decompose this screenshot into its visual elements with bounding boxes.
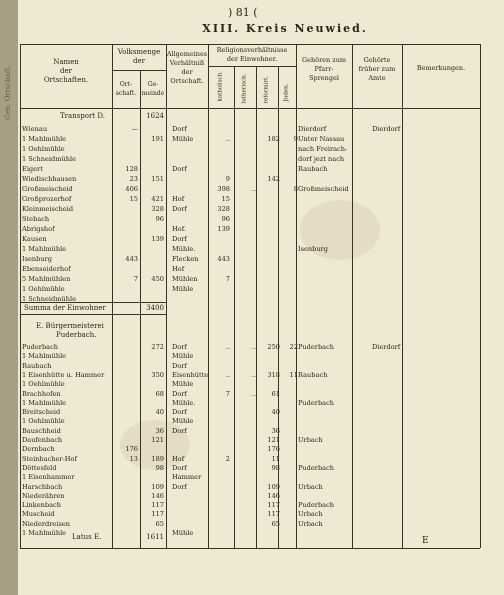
catholic-count: .. bbox=[225, 343, 230, 351]
header-sub-rule bbox=[208, 66, 296, 67]
reformed-count: 121 bbox=[267, 436, 280, 444]
settlement-type: Dorf bbox=[172, 482, 187, 491]
table-row bbox=[20, 154, 470, 164]
bleed-through-text: Gen. Ortschaft. bbox=[4, 65, 12, 120]
place-name: 1 Oehlmühle bbox=[22, 380, 65, 389]
catholic-count: .. bbox=[225, 135, 230, 143]
jewish-count: 22 bbox=[289, 343, 298, 351]
parish-name: Puderbach bbox=[298, 398, 335, 407]
population-community: 272 bbox=[151, 343, 164, 351]
parish-name: Urbach bbox=[298, 510, 323, 519]
settlement-type: Hof bbox=[172, 265, 185, 273]
table-row bbox=[20, 194, 470, 204]
parish-name: Raubach bbox=[298, 370, 328, 379]
table-bottom-rule bbox=[20, 548, 480, 549]
place-name: Harschbach bbox=[22, 482, 63, 491]
place-name: Steinbacher-Hof bbox=[22, 454, 77, 463]
settlement-type: Mühlen bbox=[172, 275, 198, 283]
section-b-subtitle: Puderbach. bbox=[56, 331, 97, 339]
place-name: Brachhofen bbox=[22, 389, 61, 398]
place-name: Puderbach bbox=[22, 343, 59, 351]
population-community: 96 bbox=[155, 215, 164, 223]
place-name: Daufenbach bbox=[22, 436, 63, 444]
population-community: 189 bbox=[151, 454, 164, 463]
place-name: Dernbach bbox=[22, 445, 55, 454]
place-name: 1 Oehlmühle bbox=[22, 285, 65, 293]
reformed-count: 61 bbox=[271, 389, 280, 398]
place-name: 1 Oehlmühle bbox=[22, 417, 65, 426]
table-row bbox=[20, 164, 470, 174]
population-community: 146 bbox=[151, 491, 164, 500]
settlement-type: Mühle bbox=[172, 380, 194, 389]
place-name: 5 Mahlmühlen bbox=[22, 275, 71, 283]
settlement-type: Dorf bbox=[172, 426, 187, 435]
header-formerly: Gehörte früher zum Amte bbox=[358, 56, 396, 82]
population-community: 65 bbox=[155, 519, 164, 528]
place-name: Döttesfeld bbox=[22, 463, 57, 472]
reformed-count: 117 bbox=[267, 510, 280, 519]
population-place: 443 bbox=[125, 255, 138, 263]
table-row bbox=[20, 124, 470, 134]
parish-name: Unter Nassau bbox=[298, 135, 345, 143]
population-place: 128 bbox=[125, 165, 138, 173]
transport-label: Transport D. bbox=[60, 112, 105, 120]
population-community: 121 bbox=[151, 436, 164, 444]
reformed-count: 40 bbox=[271, 408, 280, 417]
reformed-count: 146 bbox=[267, 491, 280, 500]
settlement-type: Mühle bbox=[172, 135, 194, 143]
catholic-count: 2 bbox=[225, 454, 230, 463]
place-name: Niederähren bbox=[22, 491, 65, 500]
place-name: Isenburg bbox=[22, 255, 52, 263]
table-row bbox=[20, 254, 470, 264]
place-name: Niederdreisen bbox=[22, 519, 70, 528]
settlement-type: Hof bbox=[172, 454, 185, 463]
settlement-type: Mühle bbox=[172, 417, 194, 426]
catholic-count: 398 bbox=[217, 185, 230, 193]
settlement-type: Hammer bbox=[172, 473, 202, 482]
catholic-count: 15 bbox=[221, 195, 230, 203]
parish-name: Puderbach bbox=[298, 463, 335, 472]
place-name: 1 Oehlmühle bbox=[22, 145, 65, 153]
header-bottom-rule bbox=[20, 108, 480, 109]
parish-name: Großmeischeid bbox=[298, 185, 349, 193]
population-community: 151 bbox=[151, 175, 164, 183]
place-name: Eigert bbox=[22, 165, 43, 173]
place-name: 1 Schneidmühle bbox=[22, 155, 76, 163]
place-name: Abrigshof bbox=[22, 225, 55, 233]
catholic-count: 96 bbox=[221, 215, 230, 223]
population-place: — bbox=[131, 125, 138, 133]
header-general: Allgemeines Verhältniß der Ortschaft. bbox=[166, 50, 208, 85]
reformed-count: 117 bbox=[267, 501, 280, 510]
settlement-type: Dorf bbox=[172, 463, 187, 472]
table-row bbox=[20, 134, 470, 144]
population-place: 15 bbox=[129, 195, 138, 203]
table-row bbox=[20, 184, 470, 194]
header-parish: Gehören zum Pfarr- Sprengel bbox=[301, 56, 347, 82]
population-community: 117 bbox=[151, 510, 164, 519]
table-row bbox=[20, 244, 470, 254]
settlement-type: Dorf bbox=[172, 125, 187, 133]
settlement-type: Dorf bbox=[172, 235, 187, 243]
lutheran-count: .. bbox=[251, 343, 256, 351]
place-name: Ebenseiderhof bbox=[22, 265, 71, 273]
population-community: 117 bbox=[151, 501, 164, 510]
summary-top-rule bbox=[20, 302, 166, 303]
settlement-type: Mühle bbox=[172, 352, 194, 361]
table-row bbox=[20, 234, 470, 244]
place-name: 1 Mahlmühle bbox=[22, 398, 67, 407]
column-rule bbox=[480, 44, 481, 548]
settlement-type: Flecken bbox=[172, 255, 199, 263]
table-row bbox=[20, 204, 470, 214]
settlement-type: Dorf bbox=[172, 361, 187, 370]
reformed-count: 65 bbox=[271, 519, 280, 528]
catholic-count: 7 bbox=[225, 275, 230, 283]
header-names: Namen der Ortschaften. bbox=[43, 58, 89, 84]
table-row bbox=[20, 214, 470, 224]
latus-label: Latus E. bbox=[72, 533, 102, 541]
transport-value: 1624 bbox=[146, 112, 164, 120]
parish-name: Urbach bbox=[298, 519, 323, 528]
population-place: 406 bbox=[125, 185, 138, 193]
parish-name: Urbach bbox=[298, 436, 323, 444]
reformed-count: 176 bbox=[267, 445, 280, 454]
settlement-type: Dorf bbox=[172, 205, 187, 213]
population-community: 109 bbox=[151, 482, 164, 491]
population-community: 450 bbox=[151, 275, 164, 283]
parish-name: Puderbach bbox=[298, 501, 335, 510]
reformed-count: 250 bbox=[267, 343, 280, 351]
parish-name: Isenburg bbox=[298, 245, 328, 253]
population-community: 139 bbox=[151, 235, 164, 243]
population-community: 68 bbox=[155, 389, 164, 398]
place-name: 1 Schneidmühle bbox=[22, 295, 76, 303]
reformed-count: 36 bbox=[271, 426, 280, 435]
population-community: 98 bbox=[155, 463, 164, 472]
catholic-count: .. bbox=[225, 370, 230, 379]
settlement-type: Mühle. bbox=[172, 245, 196, 253]
settlement-type: Dorf bbox=[172, 389, 187, 398]
place-name: Kausen bbox=[22, 235, 47, 243]
reformed-count: 318 bbox=[267, 370, 280, 379]
place-name: Wiedischhausen bbox=[22, 175, 77, 183]
population-place: 13 bbox=[129, 454, 138, 463]
table-row bbox=[20, 144, 470, 154]
catholic-count: 7 bbox=[225, 389, 230, 398]
population-community: 191 bbox=[151, 135, 164, 143]
header-pop-place: Ort- schaft. bbox=[115, 81, 137, 97]
place-name: Raubach bbox=[22, 361, 52, 370]
header-pop-community: Ge- meinde bbox=[141, 81, 165, 97]
place-name: Muscheid bbox=[22, 510, 55, 519]
place-name: 1 Mahlmühle bbox=[22, 352, 67, 361]
settlement-type: Hof bbox=[172, 195, 185, 203]
settlement-type: Dorf bbox=[172, 343, 187, 351]
reformed-count: 11 bbox=[271, 454, 280, 463]
population-community: 421 bbox=[151, 195, 164, 203]
table-row bbox=[20, 174, 470, 184]
header-luth: lutherisch. bbox=[241, 73, 248, 104]
catholic-count: 9 bbox=[225, 175, 230, 183]
reformed-count: 182 bbox=[267, 135, 280, 143]
population-community: 36 bbox=[155, 426, 164, 435]
table-row bbox=[20, 284, 470, 294]
latus-value: 1611 bbox=[146, 533, 164, 541]
parish-name: Raubach bbox=[298, 165, 328, 173]
settlement-type: Mühle bbox=[172, 529, 194, 537]
header-remarks: Bemerkungen. bbox=[416, 64, 466, 72]
former-office: Dierdorf bbox=[372, 343, 401, 351]
place-name: Kleinmeischeid bbox=[22, 205, 74, 213]
place-name: 1 Eisenhütte u. Hammer bbox=[22, 370, 105, 379]
catholic-count: 443 bbox=[217, 255, 230, 263]
population-place: 23 bbox=[129, 175, 138, 183]
place-name: Breitscheid bbox=[22, 408, 61, 417]
former-office: Dierdorf bbox=[372, 125, 401, 133]
catholic-count: 328 bbox=[217, 205, 230, 213]
population-community: 328 bbox=[151, 205, 164, 213]
place-name: Linkenbach bbox=[22, 501, 61, 510]
place-name: Großprozerhof bbox=[22, 195, 72, 203]
header-sub-rule bbox=[112, 70, 166, 71]
table-top-rule bbox=[20, 44, 480, 45]
header-population: Volksmenge der bbox=[117, 48, 161, 65]
footer-mark: E bbox=[422, 536, 429, 546]
settlement-type: Hof. bbox=[172, 225, 187, 233]
population-community: 350 bbox=[151, 370, 164, 379]
settlement-type: Eisenhütte bbox=[172, 370, 209, 379]
place-name: 1 Eisenhammer bbox=[22, 473, 75, 482]
parish-name: nach Freirach- bbox=[298, 145, 348, 153]
settlement-type: Mühle bbox=[172, 285, 194, 293]
place-name: 1 Mahlmühle bbox=[22, 135, 67, 143]
place-name: 1 Mahlmühle bbox=[22, 529, 67, 537]
summary-label: Summa der Einwohner bbox=[24, 304, 106, 312]
settlement-type: Dorf bbox=[172, 408, 187, 417]
place-name: 1 Mahlmühle bbox=[22, 245, 67, 253]
parish-name: Urbach bbox=[298, 482, 323, 491]
settlement-type: Dorf bbox=[172, 165, 187, 173]
reformed-count: 109 bbox=[267, 482, 280, 491]
place-name: Stebach bbox=[22, 215, 50, 223]
header-religion: Religionsverhältnisse der Einwohner. bbox=[216, 46, 288, 63]
section-b-title: E. Bürgermeisterei bbox=[36, 322, 104, 330]
header-jud: Juden. bbox=[283, 83, 290, 102]
jewish-count: 11 bbox=[289, 370, 298, 379]
settlement-type: Mühle. bbox=[172, 398, 196, 407]
jewish-count: 8 bbox=[293, 185, 298, 193]
lutheran-count: .. bbox=[251, 389, 256, 398]
table-row bbox=[20, 264, 470, 274]
population-community: 40 bbox=[155, 408, 164, 417]
place-name: Wienau bbox=[22, 125, 48, 133]
lutheran-count: .. bbox=[251, 370, 256, 379]
reformed-count: 98 bbox=[271, 463, 280, 472]
page-number: ) 81 ( bbox=[228, 6, 258, 19]
header-ref: reformirt. bbox=[263, 76, 270, 104]
parish-name: Dierdorf bbox=[298, 125, 327, 133]
summary-value: 3400 bbox=[146, 304, 164, 312]
table-row bbox=[20, 224, 470, 234]
parish-name: dorf jezt nach bbox=[298, 155, 345, 163]
place-name: Großmeischeid bbox=[22, 185, 73, 193]
table-row bbox=[20, 274, 470, 284]
catholic-count: 139 bbox=[217, 225, 230, 233]
place-name: Bauschheid bbox=[22, 426, 61, 435]
summary-bottom-rule bbox=[20, 314, 166, 315]
page-title: XIII. Kreis Neuwied. bbox=[202, 22, 368, 35]
jewish-count: 9 bbox=[293, 135, 298, 143]
population-place: 7 bbox=[133, 275, 138, 283]
lutheran-count: .. bbox=[251, 185, 256, 193]
header-kath: katholisch. bbox=[217, 71, 224, 102]
parish-name: Puderbach bbox=[298, 343, 335, 351]
reformed-count: 142 bbox=[267, 175, 280, 183]
population-place: 176 bbox=[125, 445, 138, 454]
